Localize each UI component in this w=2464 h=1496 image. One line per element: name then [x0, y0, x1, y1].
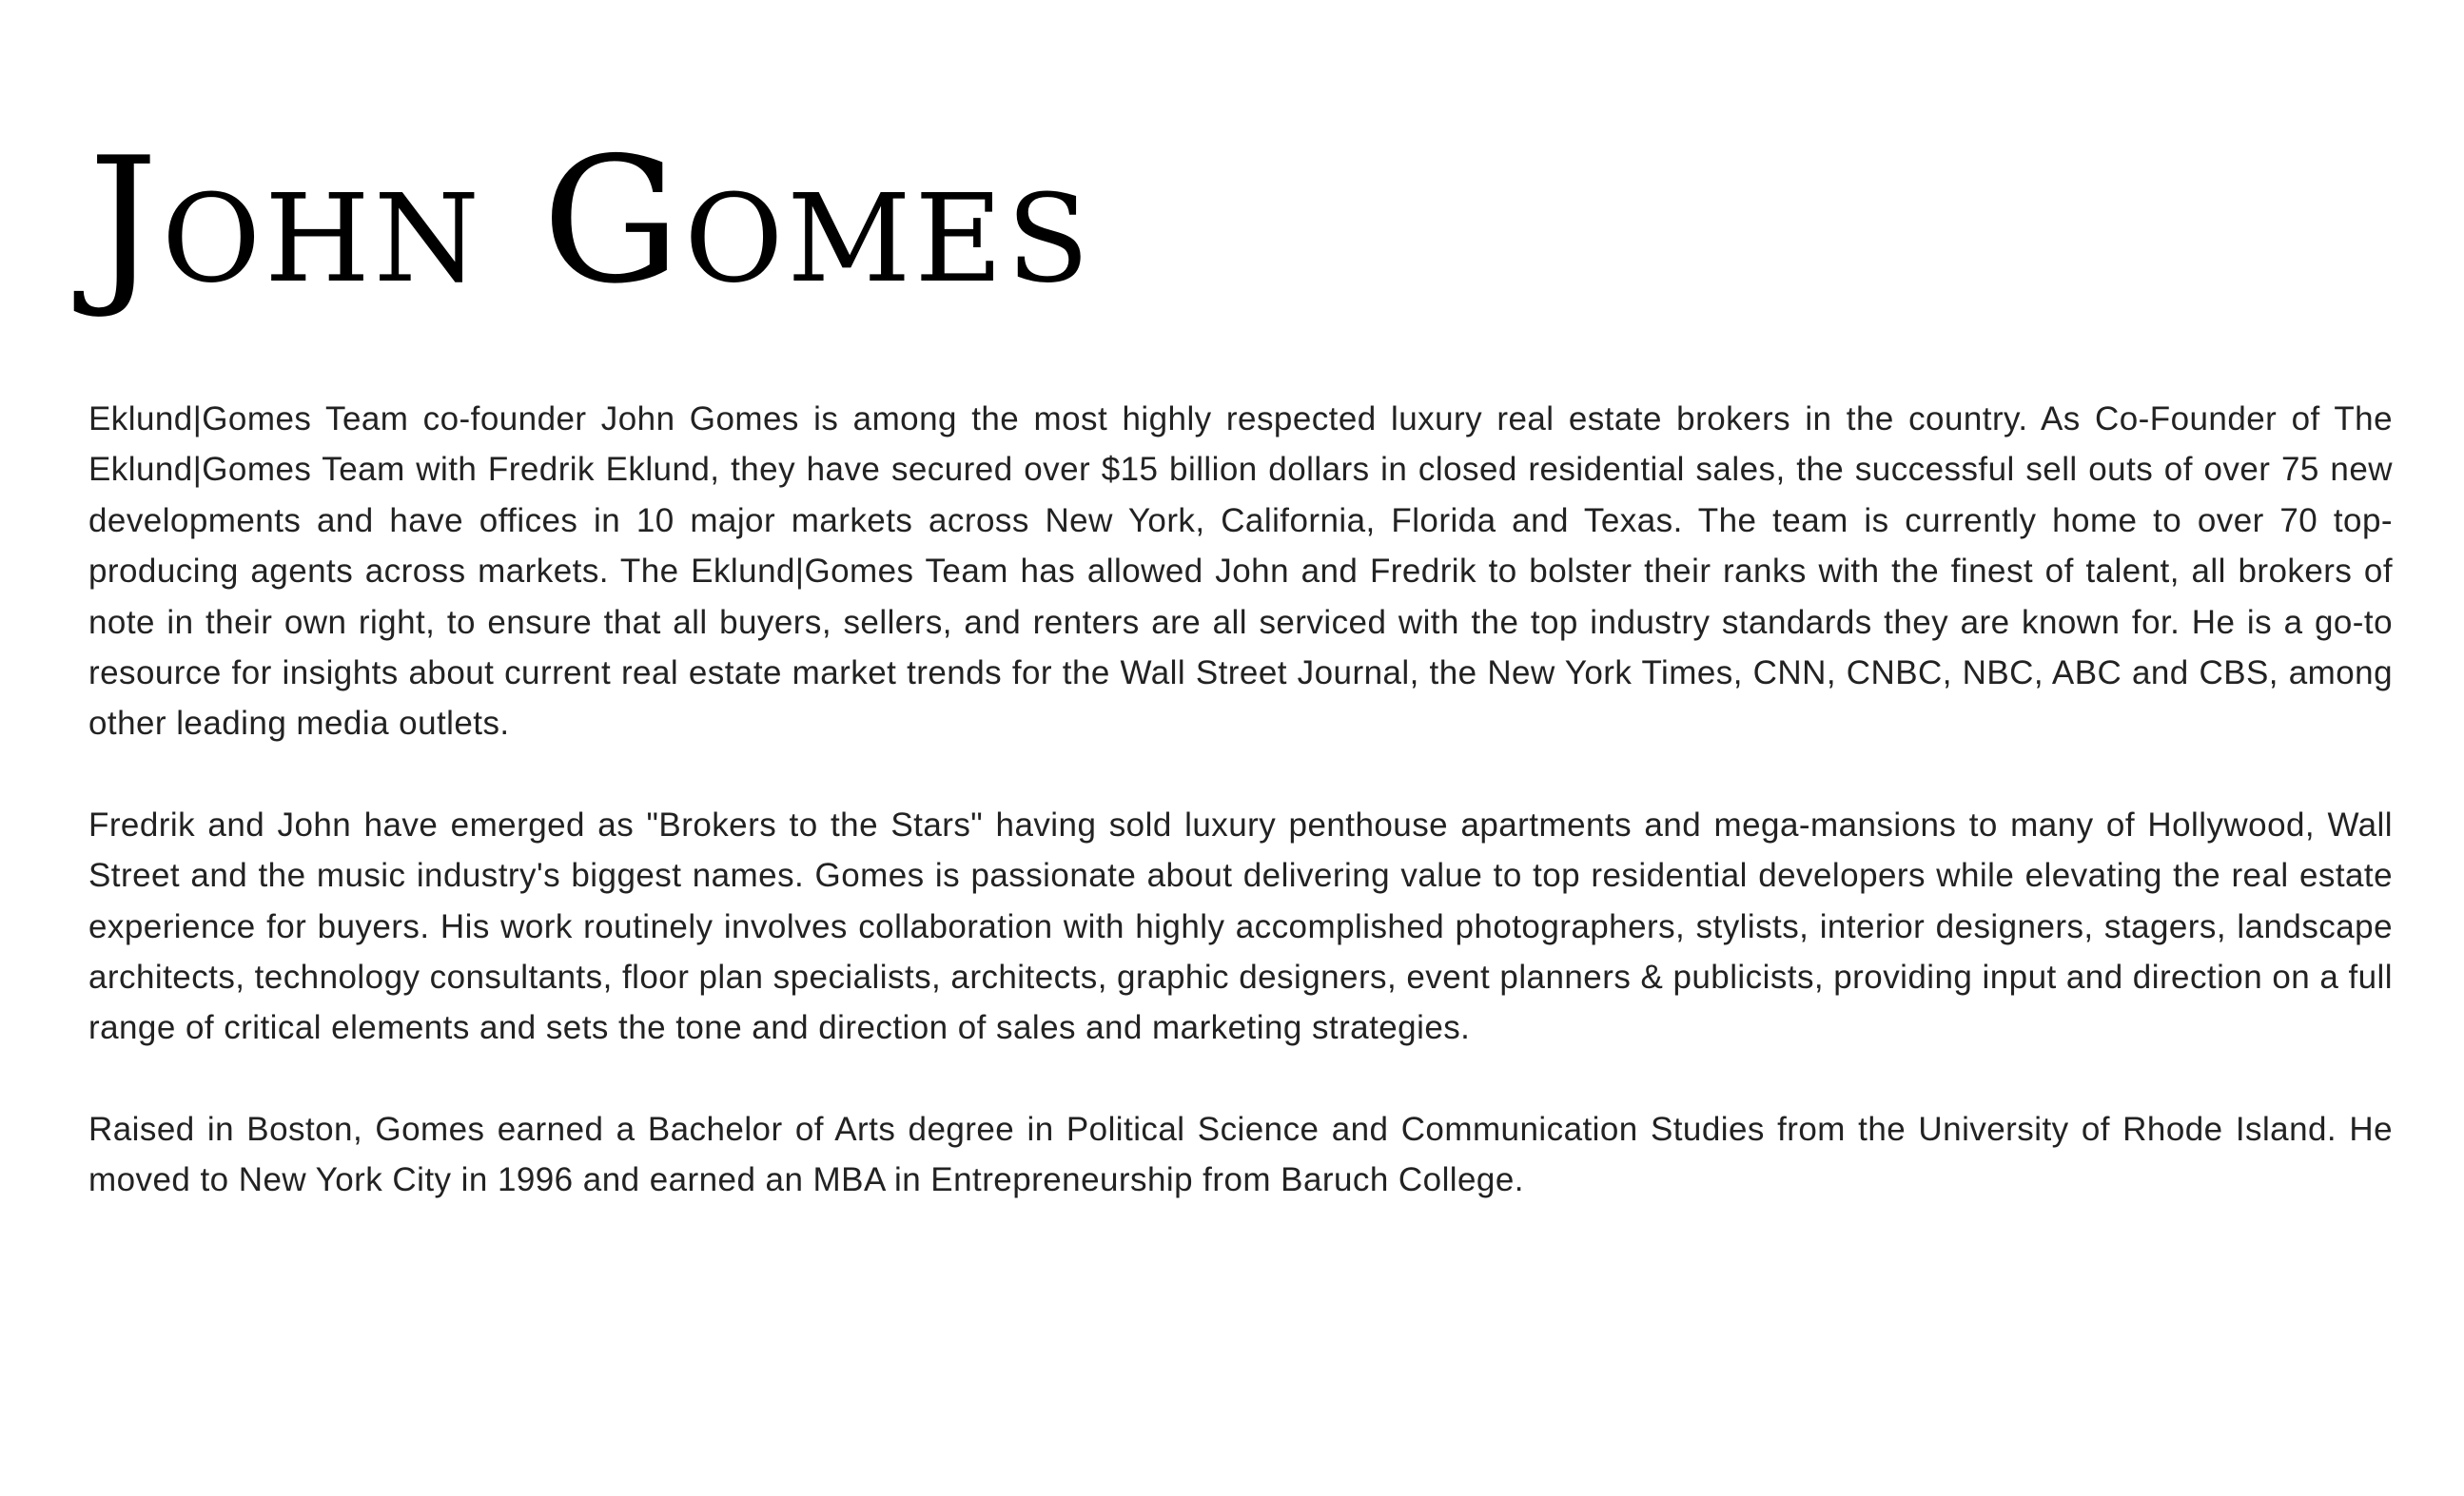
bio-paragraph-1: Eklund|Gomes Team co-founder John Gomes is among the most highly respected luxury real estate brokers in the country. As Co-Founder of The Eklund|Gomes Team with Fredrik Eklund, they have secured over $15 billion dollars in closed residential sales, the successful sell outs of over 75 new developments and have offices in 10 major markets across New York, California, Florida and Texas. The team is currently home to over 70 top-producing agents across markets. The Eklund|Gomes Team has allowed John and Fredrik to bolster their ranks with the finest of talent, all brokers of note in their own right, to ensure that all buyers, sellers, and renters are all serviced with the top industry standards they are known for. He is a go-to resource for insights about current real estate market trends for the Wall Street Journal, the New York Times, CNN, CNBC, NBC, ABC and CBS, among other leading media outlets. — [88, 400, 2393, 743]
bio-paragraph-2: Fredrik and John have emerged as "Brokers to the Stars" having sold luxury penthouse apartments and mega-mansions to many of Hollywood, Wall Street and the music industry's biggest names. Gomes is passionate about delivering value to top residential developers while elevating the real estate experience for buyers. His work routinely involves collaboration with highly accomplished photographers, stylists, interior designers, stagers, landscape architects, technology consultants, floor plan specialists, architects, graphic designers, event planners & publicists, providing input and direction on a full range of critical elements and sets the tone and direction of sales and marketing strategies. — [88, 806, 2393, 1047]
bio-paragraph-3: Raised in Boston, Gomes earned a Bachelor of Arts degree in Political Science and Communication Studies from the University of Rhode Island. He moved to New York City in 1996 and earned an MBA in Entrepreneurship from Baruch College. — [88, 1110, 2393, 1199]
bio-section — [88, 394, 2393, 1256]
page-title: John Gomes — [88, 120, 1094, 321]
